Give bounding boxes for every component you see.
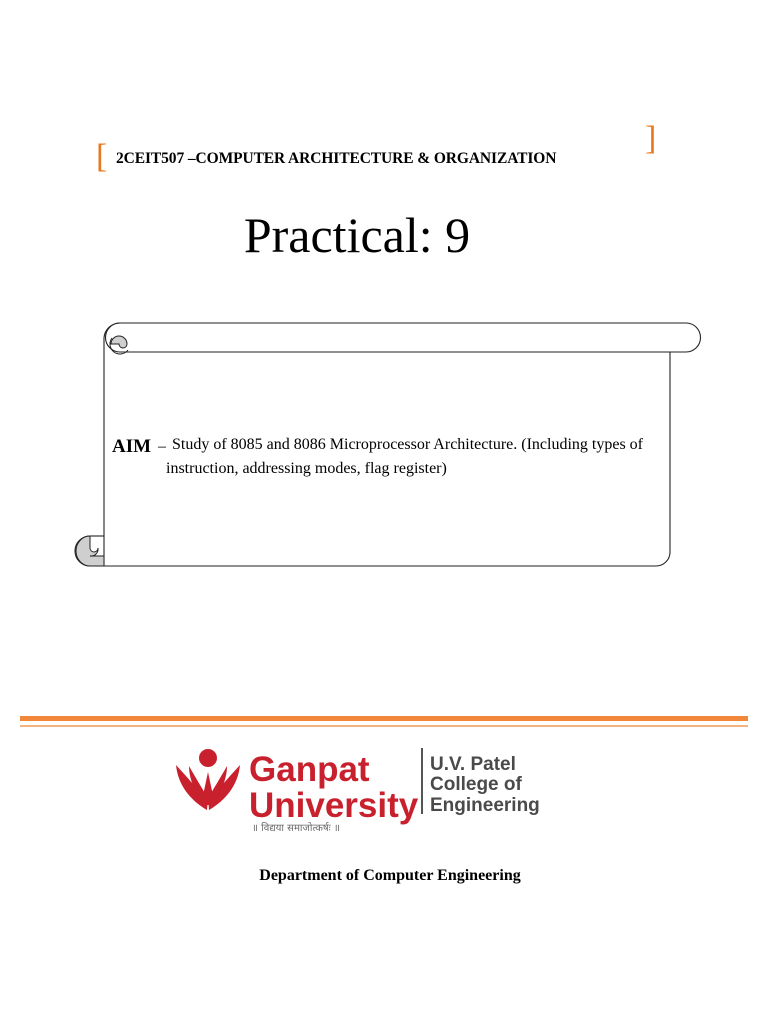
college-line-2: College of [430, 774, 522, 795]
practical-title: Practical: 9 [243, 207, 471, 263]
aim-text: Study of 8085 and 8086 Microprocessor Architecture. (Including types of instruction, addressing modes, flag register) [166, 436, 644, 477]
logo-line-ganpat: Ganpat [249, 750, 370, 789]
logo-motto: ॥ विद्यया समाजोत्कर्षः ॥ [252, 823, 340, 834]
bracket-close: ] [645, 120, 657, 157]
flame-emblem [176, 749, 240, 810]
logo-separator [421, 748, 423, 814]
department-name: Department of Computer Engineering [259, 867, 521, 884]
college-line-1: U.V. Patel [430, 754, 516, 775]
course-title: 2CEIT507 –COMPUTER ARCHITECTURE & ORGANIZATION [116, 150, 557, 167]
logo-line-university: University [249, 786, 419, 825]
bracket-open: [ [96, 138, 108, 175]
college-line-3: Engineering [430, 795, 540, 816]
aim-dash: – [158, 438, 166, 455]
aim-label: AIM [112, 436, 152, 457]
